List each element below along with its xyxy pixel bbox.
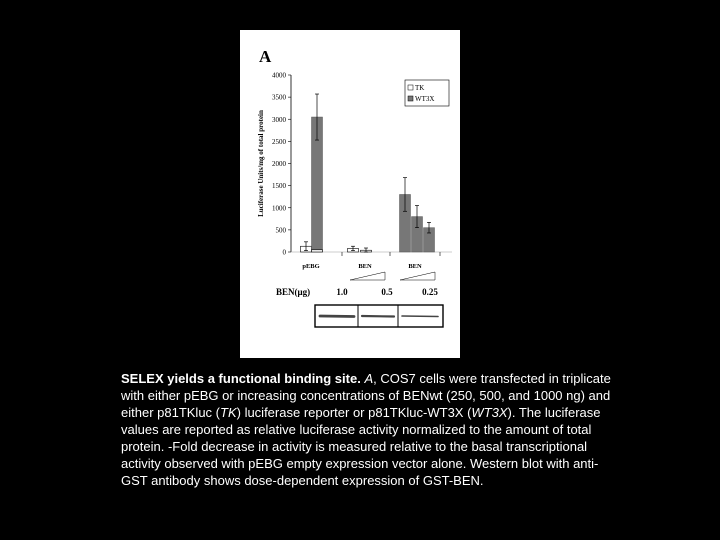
caption-segment: ) luciferase reporter or p81TKluc-WT3X ( [236,405,472,420]
dose-value: 0.25 [422,287,438,297]
bar-chart [240,30,460,358]
group-label: BEN [408,263,422,270]
legend-swatch [408,96,413,101]
y-tick-label: 3500 [272,93,286,102]
dose-row-label: BEN(μg) [276,287,311,297]
figure-panel [240,30,460,358]
legend-label: TK [415,84,425,92]
group-label: pEBG [302,263,320,270]
bar-tk [312,250,323,252]
panel-label: A [259,47,272,66]
y-tick-label: 1000 [272,204,286,213]
blot-band [362,316,394,317]
y-tick-label: 0 [282,248,286,257]
caption-title: SELEX yields a functional binding site. [121,371,361,386]
group-label: BEN [358,263,372,270]
caption-segment: WT3X [471,405,508,420]
y-tick-label: 500 [275,226,286,235]
dose-value: 1.0 [336,287,348,297]
y-tick-label: 2500 [272,137,286,146]
dose-value: 0.5 [381,287,393,297]
caption-segment: TK [220,405,237,420]
caption-segment: , COS7 cells were transfected in triplicate with either pEBG or increasing concentrations of BENwt (250, 500, and 1000 ng) and either p81TKluc ( [121,371,611,420]
dose-wedge [350,272,385,280]
dose-wedge [400,272,435,280]
caption-segment: ). The luciferase values are reported as relative luciferase activity normalized to the amount of total protein. -Fold decrease in activity is measured relative to the basal transcriptional activity observed with pEBG empty expression vector alone. Western blot with anti-GST antibody shows dose-dependent expression of GST-BEN. [121,405,601,488]
caption-segment: A [364,371,374,386]
caption-body [121,371,611,488]
blot-band [402,316,438,317]
legend-label: WT3X [415,95,435,103]
blot-band [320,316,354,317]
y-axis-label: Luciferase Units/mg of total protein [257,110,265,217]
figure-caption [121,370,621,489]
y-tick-label: 2000 [272,160,286,168]
legend-swatch [408,85,413,90]
y-tick-label: 4000 [272,71,286,80]
y-tick-label: 1500 [272,182,286,191]
y-tick-label: 3000 [272,115,286,124]
